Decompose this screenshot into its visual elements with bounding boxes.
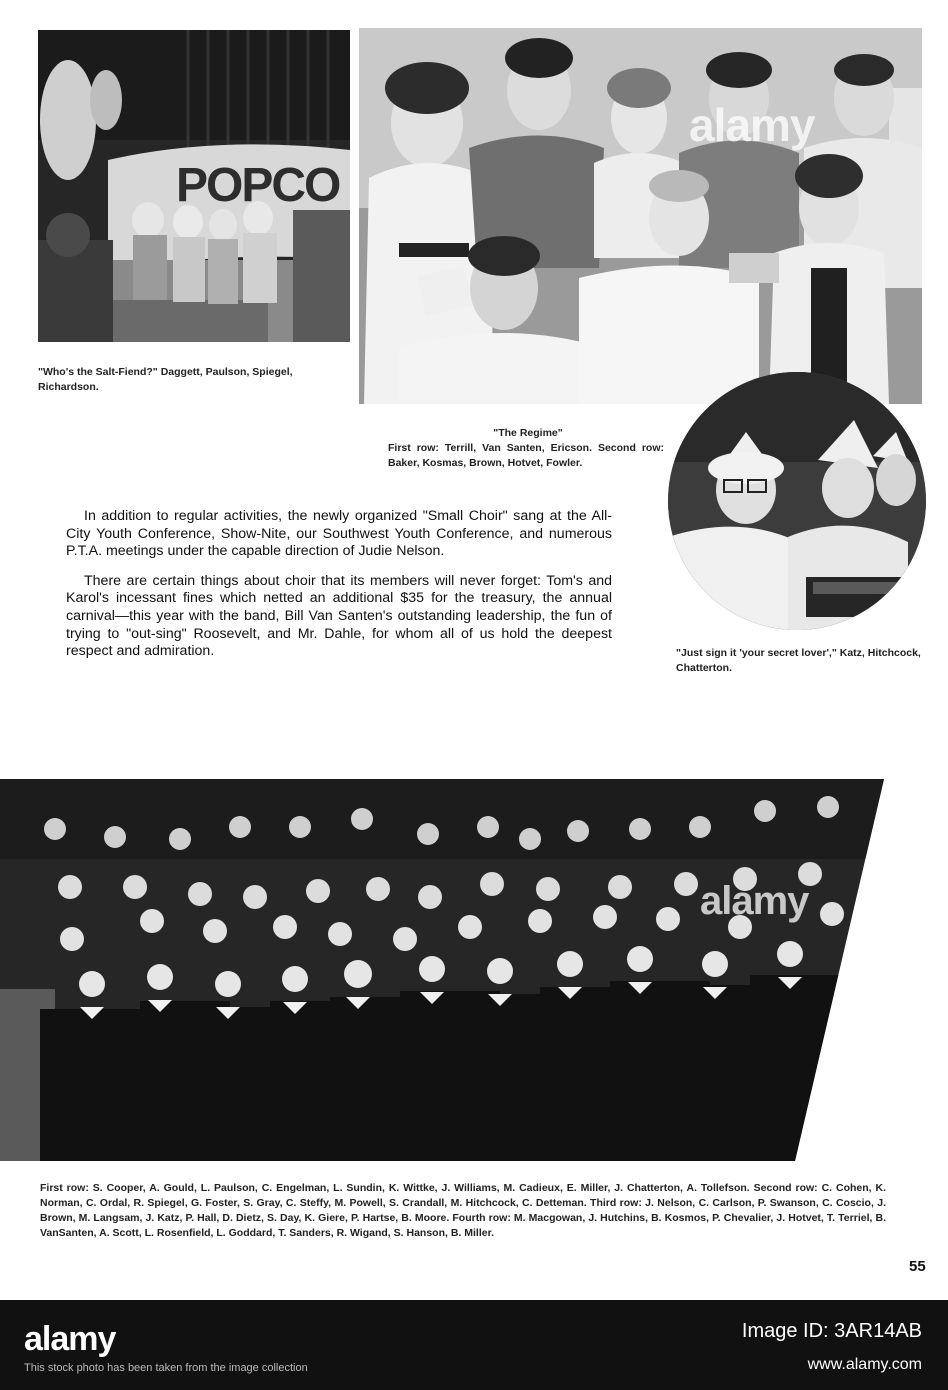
- regime-caption-title: "The Regime": [493, 427, 563, 439]
- regime-photo: [359, 28, 922, 404]
- watermark: alamy: [689, 99, 815, 151]
- footer-site-link[interactable]: www.alamy.com: [807, 1356, 922, 1373]
- choir-caption: First row: S. Cooper, A. Gould, L. Paulson, C. Engelman, L. Sundin, K. Wittke, J. Williams, M. Cadieux, E. Miller, J. Chatterton, A. Tollefson. Second row: C. Cohen, K. Norman, C. Ordal, R. Spiegel, G. Foster, S. Gray, C. Steffy, M. Powell, S. Crandall, M. Hitchcock, C. Detteman. Third row: J. Nelson, C. Carlson, P. Swanson, C. Coscio, J. Brown, M. Langsam, J. Katz, P. Hall, D. Dietz, S. Day, K. Giere, P. Hartse, B. Moore. Fourth row: M. Macgowan, J. Hutchins, B. Kosmos, P. Chevalier, J. Hotvet, T. Terriel, B. VanSanten, A. Scott, L. Rosenfield, L. Goddard, T. Sanders, R. Wigand, S. Hanson, B. Miller.: [40, 1182, 886, 1239]
- page-number: 55: [909, 1258, 926, 1275]
- popcorn-photo: [38, 30, 350, 342]
- stock-footer: [0, 1300, 948, 1390]
- watermark-2: alamy: [700, 879, 809, 923]
- footer-image-id: Image ID: 3AR14AB: [741, 1320, 922, 1342]
- secret-lover-photo: [668, 372, 926, 630]
- secret-lover-photo-art: [668, 372, 926, 630]
- secret-lover-caption: "Just sign it 'your secret lover'," Katz, Hitchcock, Chatterton.: [676, 647, 921, 674]
- regime-photo-art: [359, 28, 922, 404]
- choir-photo-art: [0, 779, 884, 1161]
- popcorn-banner-text: POPCO: [176, 159, 340, 212]
- regime-caption: First row: Terrill, Van Santen, Ericson. Second row: Baker, Kosmas, Brown, Hotvet, Fowler.: [388, 442, 664, 469]
- footer-subtext: This stock photo has been taken from the image collection: [24, 1362, 308, 1374]
- choir-photo: [0, 779, 884, 1161]
- popcorn-caption: "Who's the Salt-Fiend?" Daggett, Paulson, Spiegel, Richardson.: [38, 366, 293, 393]
- footer-logo: alamy: [24, 1320, 116, 1358]
- body-paragraph-1: In addition to regular activities, the newly organized "Small Choir" sang at the All-City Youth Conference, Show-Nite, our Southwest Youth Conference, and numerous P.T.A. meetings under the capable direction of Judie Nelson.: [66, 508, 612, 560]
- body-paragraph-2: There are certain things about choir that its members will never forget: Tom's and Karol's incessant fines which netted an additional $35 for the treasury, the annual carnival—this year with the band, Bill Van Santen's outstanding leadership, the fun of trying to "out-sing" Roosevelt, and Mr. Dahle, for whom all of us hold the deepest respect and admiration.: [66, 572, 612, 660]
- body-text: [66, 508, 612, 673]
